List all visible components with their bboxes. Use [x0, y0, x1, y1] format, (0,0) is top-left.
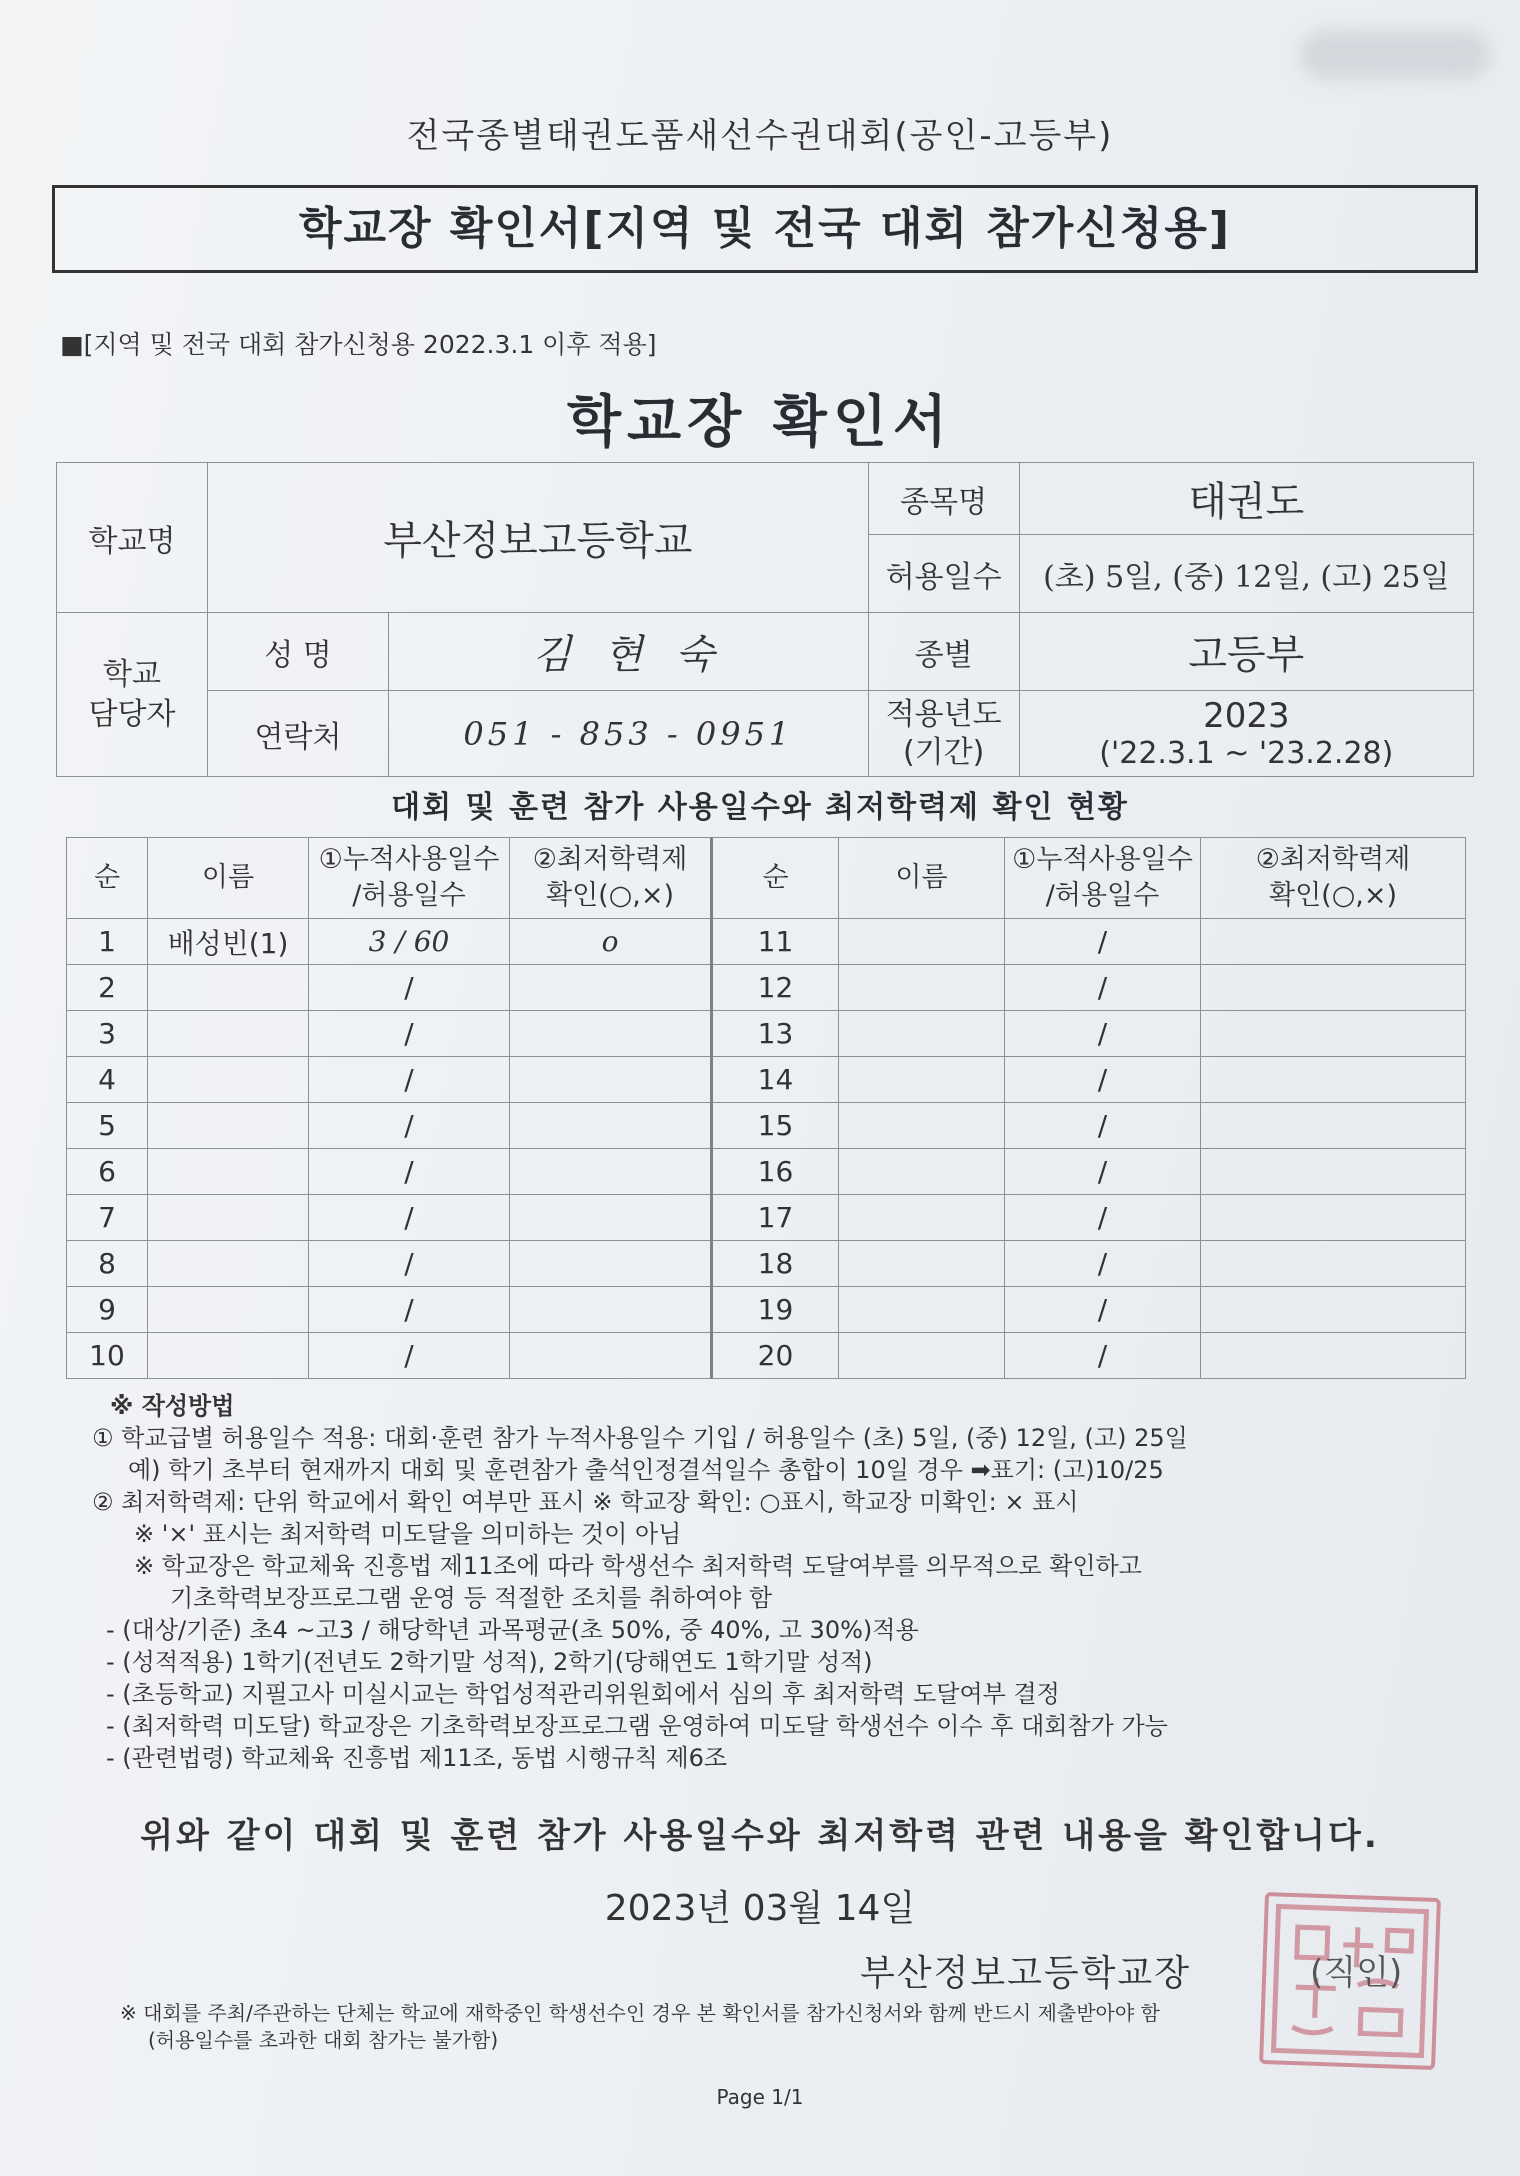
row-number: 15 — [712, 1103, 839, 1149]
blurred-region — [1300, 30, 1490, 80]
academic-check — [1201, 1103, 1466, 1149]
athlete-name — [839, 919, 1005, 965]
athlete-name — [839, 1241, 1005, 1287]
academic-check — [1201, 1149, 1466, 1195]
staff-label: 학교 담당자 — [57, 613, 208, 777]
athlete-name — [839, 1011, 1005, 1057]
used-days: / — [309, 965, 510, 1011]
allowed-label: 허용일수 — [868, 535, 1019, 613]
table-row — [67, 1103, 1466, 1149]
header-days-right: ①누적사용일수 /허용일수 — [1005, 838, 1201, 919]
row-number: 14 — [712, 1057, 839, 1103]
athlete-name — [148, 1057, 309, 1103]
academic-check — [510, 965, 712, 1011]
table-row — [67, 919, 1466, 965]
used-days: / — [1005, 1057, 1201, 1103]
academic-check — [1201, 919, 1466, 965]
footnote — [120, 2000, 1450, 2054]
row-number: 19 — [712, 1287, 839, 1333]
athlete-name — [148, 1103, 309, 1149]
used-days: / — [1005, 965, 1201, 1011]
note-line: ② 최저학력제: 단위 학교에서 확인 여부만 표시 ※ 학교장 확인: ○표시, 학교장 미확인: × 표시 — [92, 1488, 1079, 1516]
athlete-name — [839, 1287, 1005, 1333]
year-label: 적용년도 (기간) — [868, 691, 1019, 777]
academic-check: o — [510, 919, 712, 965]
athlete-name — [148, 1333, 309, 1379]
row-number: 2 — [67, 965, 148, 1011]
year-cell — [1019, 691, 1473, 777]
note-line: ① 학교급별 허용일수 적용: 대회·훈련 참가 누적사용일수 기입 / 허용일수 (초) 5일, (중) 12일, (고) 25일 — [92, 1424, 1188, 1452]
row-number: 16 — [712, 1149, 839, 1195]
name-value: 김 현 숙 — [389, 613, 869, 691]
athlete-name: 배성빈(1) — [148, 919, 309, 965]
row-number: 4 — [67, 1057, 148, 1103]
athlete-name — [839, 1149, 1005, 1195]
year-value: 2023 — [1203, 696, 1290, 736]
academic-check — [1201, 965, 1466, 1011]
table-row — [67, 1333, 1466, 1379]
academic-check — [1201, 1241, 1466, 1287]
table-row — [67, 1057, 1466, 1103]
header-name: 이름 — [148, 838, 309, 919]
principal-name: 부산정보고등학교장 — [860, 1953, 1191, 1994]
sport-label: 종목명 — [868, 463, 1019, 535]
academic-check — [510, 1149, 712, 1195]
athlete-name — [148, 1241, 309, 1287]
athlete-name — [839, 1057, 1005, 1103]
academic-check — [510, 1011, 712, 1057]
division-label: 종별 — [868, 613, 1019, 691]
footnote-line: ※ 대회를 주최/주관하는 단체는 학교에 재학중인 학생선수인 경우 본 확인서를 참가신청서와 함께 반드시 제출받아야 함 — [120, 2001, 1160, 2025]
used-days: 3 / 60 — [309, 919, 510, 965]
athlete-name — [839, 1103, 1005, 1149]
used-days: / — [1005, 1333, 1201, 1379]
header-name-right: 이름 — [839, 838, 1005, 919]
note-line: - (최저학력 미도달) 학교장은 기초학력보장프로그램 운영하여 미도달 학생선수 이수 후 대회참가 가능 — [106, 1712, 1168, 1740]
header-no: 순 — [67, 838, 148, 919]
used-days: / — [1005, 1195, 1201, 1241]
page-number: Page 1/1 — [716, 2085, 804, 2109]
row-number: 8 — [67, 1241, 148, 1287]
used-days: / — [309, 1057, 510, 1103]
table-row — [67, 1241, 1466, 1287]
boxed-form-title: 학교장 확인서[지역 및 전국 대회 참가신청용] — [52, 185, 1478, 273]
row-number: 6 — [67, 1149, 148, 1195]
academic-check — [510, 1057, 712, 1103]
note-line: ※ 학교장은 학교체육 진흥법 제11조에 따라 학생선수 최저학력 도달여부를 의무적으로 확인하고 — [134, 1552, 1142, 1580]
header-check-right: ②최저학력제 확인(○,×) — [1201, 838, 1466, 919]
table-row — [67, 1287, 1466, 1333]
used-days: / — [1005, 1287, 1201, 1333]
note-line: - (대상/기준) 초4 ~고3 / 해당학년 과목평균(초 50%, 중 40%, 고 30%)적용 — [106, 1616, 919, 1644]
footnote-line: (허용일수를 초과한 대회 참가는 불가함) — [148, 2028, 499, 2052]
used-days: / — [1005, 1149, 1201, 1195]
allowed-value: (초) 5일, (중) 12일, (고) 25일 — [1019, 535, 1473, 613]
school-label: 학교명 — [57, 463, 208, 613]
used-days: / — [309, 1287, 510, 1333]
section-title: 대회 및 훈련 참가 사용일수와 최저학력제 확인 현황 — [391, 790, 1129, 825]
used-days: / — [309, 1149, 510, 1195]
used-days: / — [309, 1195, 510, 1241]
athlete-name — [839, 965, 1005, 1011]
row-number: 11 — [712, 919, 839, 965]
athlete-name — [148, 965, 309, 1011]
seal-label: (직인) — [1310, 1953, 1403, 1993]
row-number: 13 — [712, 1011, 839, 1057]
note-line: - (성적적용) 1학기(전년도 2학기말 성적), 2학기(당해연도 1학기말 성적) — [106, 1648, 873, 1676]
used-days: / — [309, 1333, 510, 1379]
row-number: 9 — [67, 1287, 148, 1333]
contact-value: 051 - 853 - 0951 — [389, 691, 869, 777]
confirmation-text: 위와 같이 대회 및 훈련 참가 사용일수와 최저학력 관련 내용을 확인합니다. — [140, 1816, 1380, 1856]
academic-check — [510, 1287, 712, 1333]
academic-check — [1201, 1195, 1466, 1241]
used-days: / — [1005, 1011, 1201, 1057]
division-value: 고등부 — [1019, 613, 1473, 691]
info-table — [56, 462, 1474, 777]
note-line: ※ '×' 표시는 최저학력 미도달을 의미하는 것이 아님 — [134, 1520, 682, 1548]
athlete-name — [839, 1195, 1005, 1241]
academic-check — [510, 1333, 712, 1379]
academic-check — [1201, 1057, 1466, 1103]
event-title: 전국종별태권도품새선수권대회(공인-고등부) — [406, 116, 1114, 156]
note-line: - (초등학교) 지필고사 미실시교는 학업성적관리위원회에서 심의 후 최저학력 도달여부 결정 — [106, 1680, 1060, 1708]
note-line: 기초학력보장프로그램 운영 등 적절한 조치를 취하여야 함 — [170, 1584, 773, 1612]
academic-check — [1201, 1011, 1466, 1057]
athlete-name — [148, 1287, 309, 1333]
header-check: ②최저학력제 확인(○,×) — [510, 838, 712, 919]
academic-check — [1201, 1287, 1466, 1333]
applies-note: ■[지역 및 전국 대회 참가신청용 2022.3.1 이후 적용] — [60, 330, 657, 359]
issue-date: 2023년 03월 14일 — [604, 1888, 916, 1929]
status-grid — [66, 837, 1466, 1379]
row-number: 5 — [67, 1103, 148, 1149]
row-number: 7 — [67, 1195, 148, 1241]
row-number: 3 — [67, 1011, 148, 1057]
school-value: 부산정보고등학교 — [208, 463, 869, 613]
sport-value: 태권도 — [1019, 463, 1473, 535]
header-no-right: 순 — [712, 838, 839, 919]
used-days: / — [309, 1103, 510, 1149]
used-days: / — [1005, 1103, 1201, 1149]
grid-body — [67, 919, 1466, 1379]
table-row — [67, 1149, 1466, 1195]
notes-section — [92, 1390, 1452, 1774]
note-line: - (관련법령) 학교체육 진흥법 제11조, 동법 시행규칙 제6조 — [106, 1744, 728, 1772]
table-row — [67, 1195, 1466, 1241]
row-number: 1 — [67, 919, 148, 965]
contact-label: 연락처 — [208, 691, 389, 777]
row-number: 18 — [712, 1241, 839, 1287]
athlete-name — [148, 1149, 309, 1195]
header-days: ①누적사용일수 /허용일수 — [309, 838, 510, 919]
used-days: / — [309, 1011, 510, 1057]
academic-check — [1201, 1333, 1466, 1379]
row-number: 10 — [67, 1333, 148, 1379]
name-label: 성 명 — [208, 613, 389, 691]
main-title: 학교장 확인서 — [566, 390, 954, 455]
table-row — [67, 1011, 1466, 1057]
athlete-name — [148, 1195, 309, 1241]
academic-check — [510, 1103, 712, 1149]
athlete-name — [148, 1011, 309, 1057]
row-number: 12 — [712, 965, 839, 1011]
row-number: 17 — [712, 1195, 839, 1241]
academic-check — [510, 1195, 712, 1241]
period-value: ('22.3.1 ~ '23.2.28) — [1099, 736, 1394, 771]
grid-header-row — [67, 838, 1466, 919]
used-days: / — [309, 1241, 510, 1287]
athlete-name — [839, 1333, 1005, 1379]
note-line: 예) 학기 초부터 현재까지 대회 및 훈련참가 출석인정결석일수 총합이 10일 경우 ➡표기: (고)10/25 — [128, 1456, 1164, 1484]
academic-check — [510, 1241, 712, 1287]
used-days: / — [1005, 1241, 1201, 1287]
notes-heading: ※ 작성방법 — [110, 1392, 235, 1420]
table-row — [67, 965, 1466, 1011]
used-days: / — [1005, 919, 1201, 965]
row-number: 20 — [712, 1333, 839, 1379]
